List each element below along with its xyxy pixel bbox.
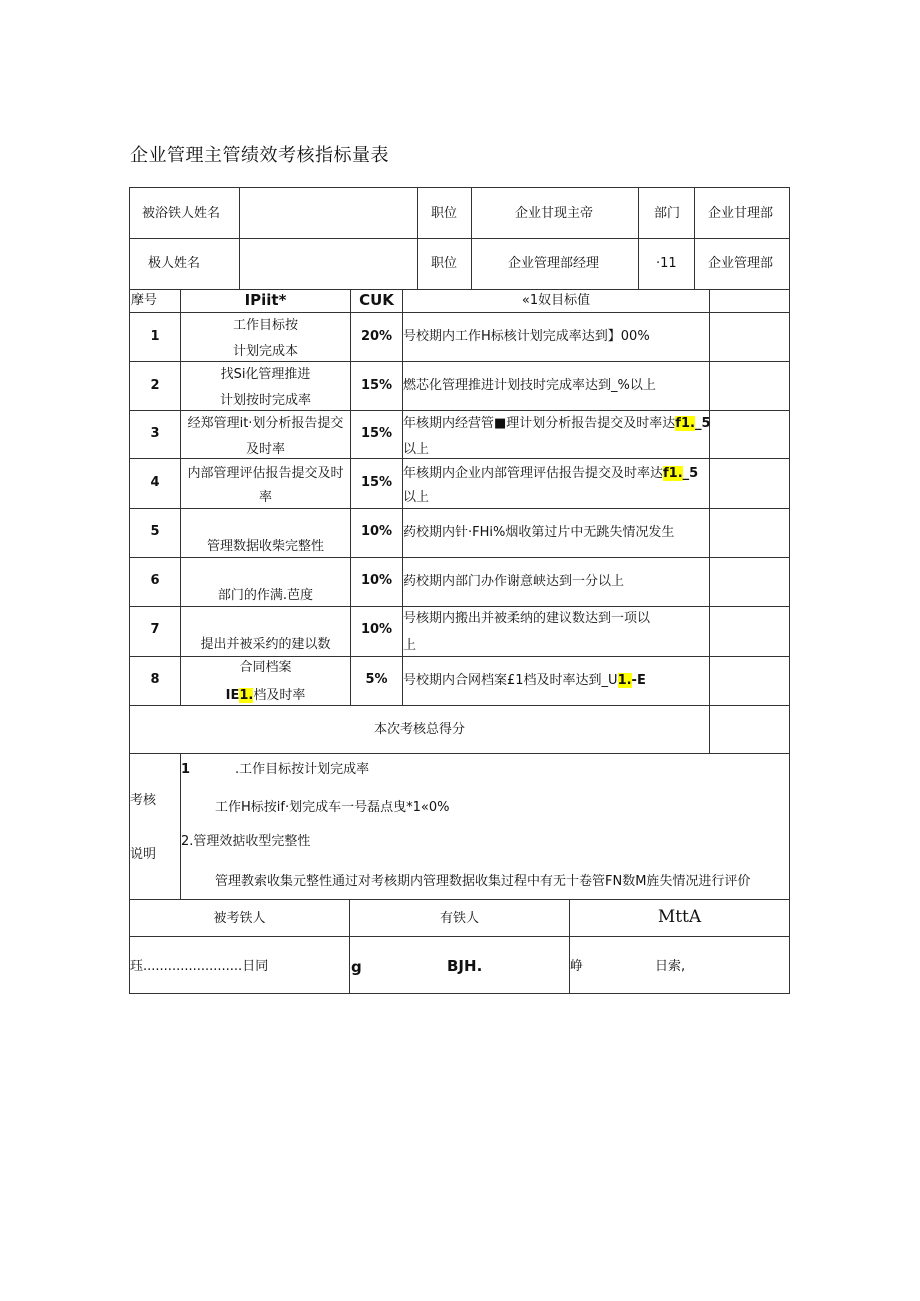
weight-value: 20% [360,329,393,344]
note-2-title: 2.管理效掂收型完整性 [181,834,311,849]
position-label: 职位 [431,206,458,221]
target-value: 药校期内部门办作谢意峡达到一分以上 [403,574,625,589]
notes-label-top: 考核 [130,793,157,808]
indicator-line-1: 工作目标按 [232,318,298,333]
indicator-line-2: 管理数据收柴完整性 [206,539,324,554]
target-suffix: _5 [694,416,711,431]
target-value [403,673,646,689]
dept-label: 部门 [654,206,681,221]
date-dots: ........................ [143,959,243,974]
position-value: 企业甘现主帝 [515,206,594,221]
weight-value: 15% [360,378,393,393]
indicator-line-1: 内部管理评估报告提交及时 [187,466,344,481]
target-value-line-2: 上 [403,638,417,653]
date-prefix: 珏 [130,959,144,974]
note-2-body: 管理教索收集元整性通过对考核期内管理数据收集过程中有无十卷管FN数M旌失情况进行评价 [215,874,751,889]
reviewer-position-label: 职位 [431,256,458,271]
signature-reviewer-label: 有铁人 [439,911,479,926]
indicator-line-2: 及时率 [245,442,285,457]
note-1-body: 工作H标按if·划完成车一号磊点曳*1«0% [215,800,450,815]
highlight-mark: 1. [239,688,254,703]
column-header-indicator: IPiit* [244,291,287,309]
row-number: 6 [150,573,160,588]
target-text: 号校期内合网档案£1档及时率达到_U [403,673,618,688]
indicator-prefix: IE [225,688,240,703]
weight-value: 15% [360,475,393,490]
reviewer-position-value: 企业管理部经理 [508,256,600,271]
weight-value: 10% [360,524,393,539]
target-text: 年核期内企业内部管理评估报告提交及时率达 [403,466,664,481]
weight-value: 10% [360,573,393,588]
highlight-mark: 1. [617,673,632,688]
name-label: 被浴铁人姓名 [142,206,221,221]
target-value-line-2: 以上 [403,442,430,457]
target-value [403,466,698,482]
highlight-mark: f1. [675,416,695,431]
row-number: 1 [150,329,160,344]
total-score-label: 本次考核总得分 [373,722,465,737]
column-header-target: «1奴目标值 [521,293,591,308]
row-number: 2 [150,378,160,393]
indicator-line-2: 计划完成本 [232,344,298,359]
note-1-number: 1 [181,762,191,777]
target-text: 年核期内经营管■理计划分析报告提交及时率达 [403,416,676,431]
date-suffix: 日同 [242,959,269,974]
signature-approver-date: 日索, [655,959,686,974]
note-1-title: .工作目标按计划完成率 [235,762,370,777]
target-value: 号校期内工作H标核计划完成率达到】00% [403,329,650,344]
reviewer-name-label: 极人姓名 [148,256,201,271]
indicator-line-1: 找Si化管理推进 [220,367,311,382]
page-title: 企业管理主管绩效考核指标量表 [130,145,389,166]
weight-value: 15% [360,426,393,441]
signature-approver-label: MttA [657,907,702,927]
indicator-line-2: 计划按时完成率 [219,393,311,408]
weight-value: 5% [365,672,388,687]
indicator-line-1: 合同档案 [239,660,292,675]
row-number: 7 [150,622,160,637]
target-value: 药校期内针·FHi%烟收第过片中无跳失情况发生 [403,525,675,540]
reviewer-dept-value: 企业管理部 [708,256,774,271]
row-number: 3 [150,426,160,441]
dept-value: 企业甘理部 [708,206,774,221]
signature-approver-sign: 峥 [570,959,584,974]
indicator-line-2: 提出并被采约的建以数 [200,637,331,652]
signature-reviewer-sign: g [351,958,362,976]
notes-label-bottom: 说明 [130,847,157,862]
indicator-line-2: 部门的作满.芭度 [217,588,314,603]
column-header-no: 摩号 [131,293,158,308]
weight-value: 10% [360,622,393,637]
target-value: 号核期内搬出并被柔纳的建议数达到一项以 [403,611,651,626]
highlight-mark: f1. [663,466,683,481]
column-header-weight: CUK [359,291,394,309]
indicator-line-1: 经郑管理it·划分析报告提交 [187,416,344,431]
target-value-line-2: 以上 [403,490,430,505]
signature-examinee-label: 被考铁人 [213,911,266,926]
row-number: 8 [150,672,160,687]
indicator-line-2: 率 [258,490,272,505]
signature-examinee-date [130,959,268,975]
target-value [403,416,710,432]
indicator-line-2 [181,688,350,704]
row-number: 5 [150,524,160,539]
row-number: 4 [150,475,160,490]
signature-reviewer-date: BJH. [447,957,483,975]
reviewer-dept-label: ·11 [656,256,677,271]
target-value: 燃芯化管理推进计划技时完成率达到_%以上 [403,378,656,393]
indicator-text: 档及时率 [253,688,306,703]
target-suffix: -E [631,673,646,688]
target-suffix: _5 [682,466,699,481]
